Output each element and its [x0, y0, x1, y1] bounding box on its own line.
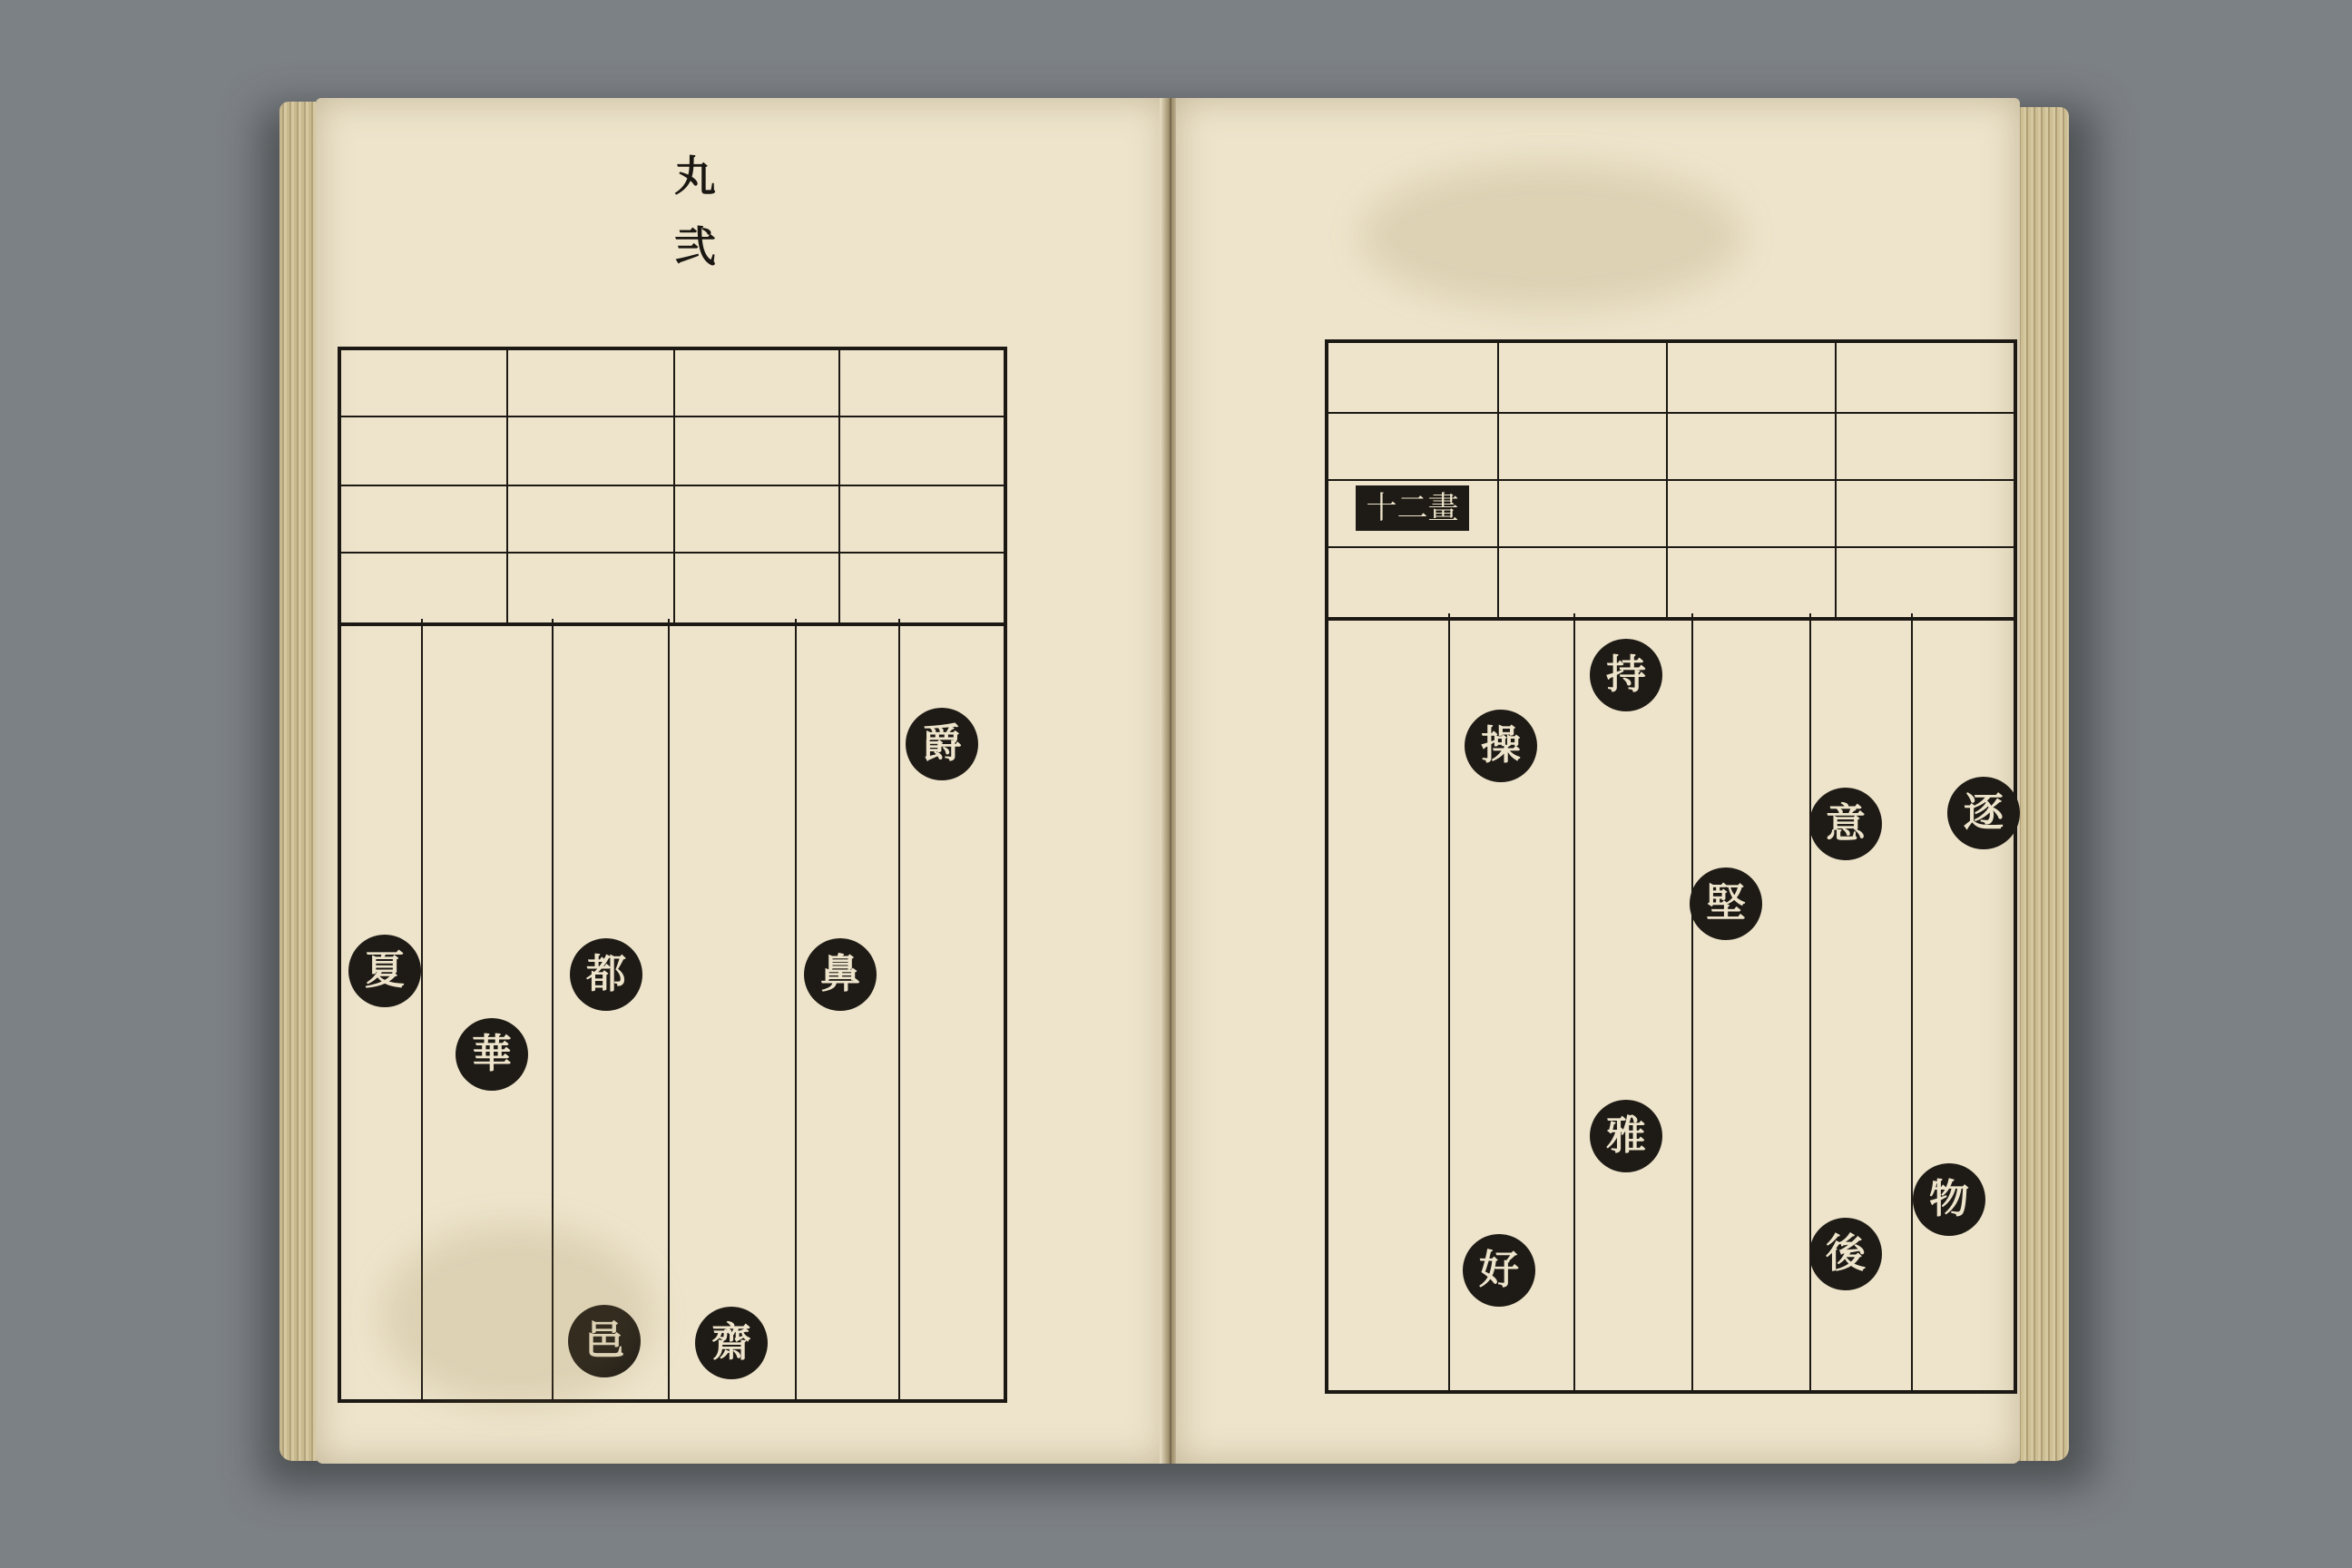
section-label: 十二畫 [1356, 485, 1469, 531]
column-divider [1691, 613, 1693, 1390]
page-edges-right [2016, 107, 2069, 1461]
seal-badge: 雅 [1590, 1100, 1662, 1172]
paper-stain [1361, 163, 1742, 309]
table-divider [341, 552, 1004, 554]
seal-badge: 邑 [568, 1305, 641, 1377]
seal-badge: 爵 [906, 708, 978, 780]
seal-badge: 華 [456, 1018, 528, 1091]
seal-badge: 鼻 [804, 938, 877, 1011]
seal-badge: 操 [1465, 710, 1537, 782]
seal-badge: 意 [1809, 788, 1882, 860]
column-divider [1911, 613, 1913, 1390]
table-divider [673, 350, 675, 622]
table-divider [838, 350, 840, 622]
seal-badge: 都 [570, 938, 642, 1011]
column-divider [1448, 613, 1450, 1390]
table-divider [506, 350, 508, 622]
seal-badge: 逐 [1947, 777, 2020, 849]
right-seal-script-panel [1325, 613, 2017, 1394]
column-divider [668, 619, 670, 1399]
seal-badge: 持 [1590, 639, 1662, 711]
table-divider [341, 416, 1004, 417]
top-glyph-2: 弐 [674, 222, 716, 271]
left-index-table [338, 347, 1007, 626]
seal-badge: 夏 [348, 935, 421, 1007]
seal-badge: 物 [1913, 1163, 1985, 1236]
top-glyph-1: 丸 [674, 152, 716, 201]
seal-badge: 堅 [1690, 867, 1762, 940]
column-divider [1809, 613, 1811, 1390]
right-index-table [1325, 339, 2017, 621]
table-divider [1328, 546, 2014, 548]
table-divider [341, 485, 1004, 486]
table-divider [1328, 412, 2014, 414]
column-divider [898, 619, 900, 1399]
column-divider [795, 619, 797, 1399]
column-divider [1573, 613, 1575, 1390]
seal-badge: 好 [1463, 1234, 1535, 1307]
table-divider [1328, 479, 2014, 481]
seal-badge: 齋 [695, 1307, 768, 1379]
seal-badge: 後 [1809, 1218, 1882, 1290]
page-number-glyphs [668, 141, 722, 282]
paper-stain [381, 1225, 653, 1406]
